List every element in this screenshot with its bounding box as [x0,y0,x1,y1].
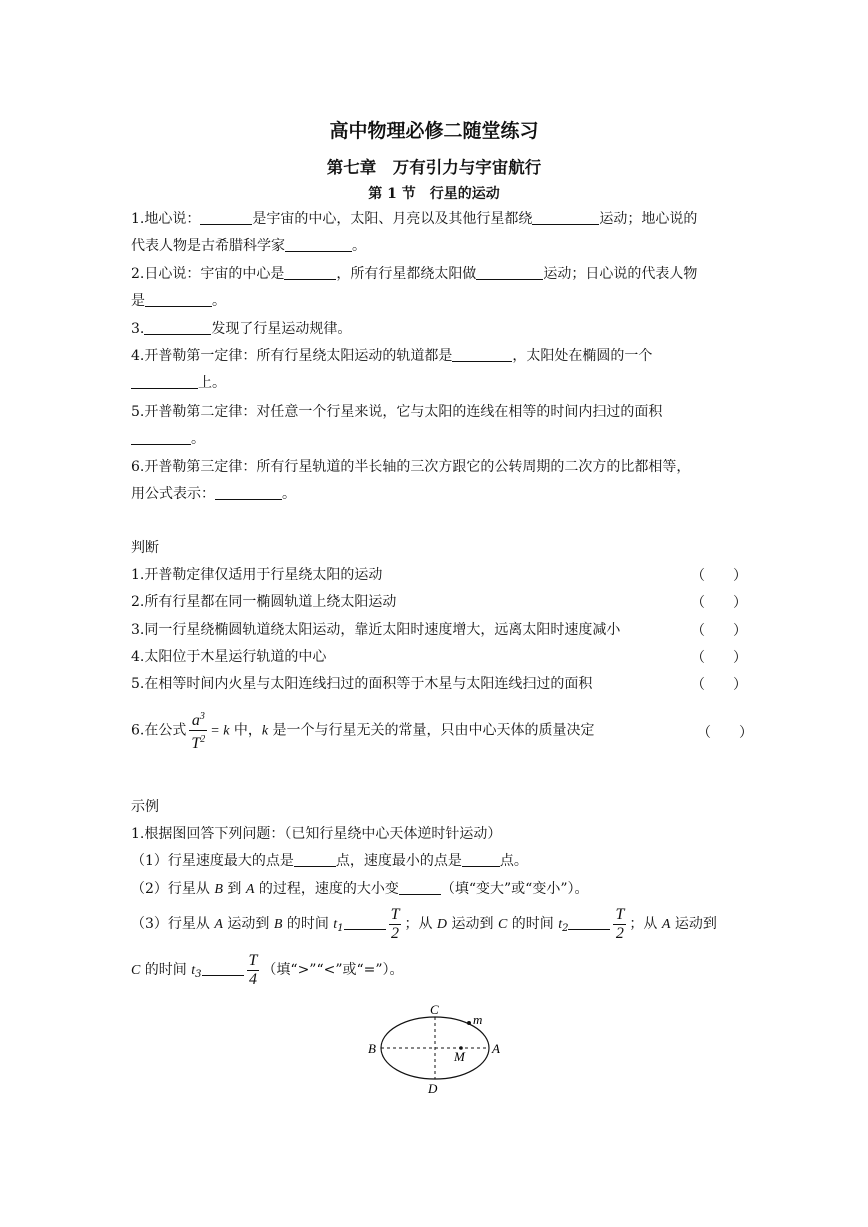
answer-blank [476,265,543,280]
answer-paren: （ ） [691,568,747,584]
example-sub-3-line-2: C 的时间 $t_3$ $\frac{T}{4}$ （填“>”“<”或“=”）。 [131,951,404,988]
page-title: 高中物理必修二随堂练习 [329,120,539,142]
answer-blank [215,485,282,500]
label-m: m [473,1012,483,1027]
answer-blank [344,915,386,930]
answer-blank [568,915,610,930]
fill-question-2-line-2: 是 。 [131,293,226,309]
orbit-diagram [360,1000,510,1100]
fill-question-3: 3. 发现了行星运动规律。 [131,321,352,337]
answer-blank [284,265,336,280]
judge-heading: 判断 [131,540,159,556]
example-sub-1: （1）行星速度最大的点是 点，速度最小的点是 点。 [131,853,528,869]
fill-question-6-line-2: 用公式表示： 。 [131,486,296,502]
fill-question-6-line-1: 6.开普勒第三定律：所有行星轨道的半长轴的三次方跟它的公转周期的二次方的比都相等， [131,459,691,475]
label-M: M [454,1049,465,1064]
fraction-T-over-2: $\frac{T}{2}$ [615,905,625,942]
answer-blank [202,961,244,976]
section-title: 第 1 节 行星的运动 [368,186,500,202]
chapter-title: 第七章 万有引力与宇宙航行 [326,158,542,177]
label-A: A [492,1041,500,1056]
example-heading: 示例 [131,799,159,815]
answer-blank [145,292,212,307]
fill-question-1-line-2: 代表人物是古希腊科学家 。 [131,238,366,254]
fraction-T-over-4: $\frac{T}{4}$ [248,951,258,988]
answer-paren: （ ） [691,595,747,611]
judge-item-6: 6.在公式 $\frac{a^3}{T^2}$ = k 中，k 是一个与行星无关的常量，只由中心天体的质量决定 [131,708,741,752]
label-D: D [428,1081,438,1096]
answer-blank [462,852,500,867]
label-B: B [368,1041,376,1056]
answer-blank [532,210,599,225]
judge-item-4: 4.太阳位于木星运行轨道的中心 [131,649,327,665]
answer-paren: （ ） [697,725,753,741]
answer-paren: （ ） [691,650,747,666]
label-C: C [430,1002,439,1017]
fraction-T-over-2: $\frac{T}{2}$ [390,905,400,942]
answer-blank [285,237,352,252]
answer-paren: （ ） [691,677,747,693]
answer-blank [452,347,512,362]
example-sub-3-line-1: （3）行星从 A 运动到 B 的时间 $t_1$ $\frac{T}{2}$ ；从 D 运动到 C 的时间 $t_2$ $\frac{T}{2}$ ；从 A 运动到 [131,905,717,942]
fill-question-2-line-1: 2.日心说：宇宙的中心是 ，所有行星都绕太阳做 运动；日心说的代表人物 [131,266,698,282]
formula-fraction: $\frac{a^3}{T^2}$ [189,708,207,753]
judge-item-5: 5.在相等时间内火星与太阳连线扫过的面积等于木星与太阳连线扫过的面积 [131,676,593,692]
answer-paren: （ ） [691,623,747,639]
fill-question-1-line-1: 1.地心说： 是宇宙的中心，太阳、月亮以及其他行星都绕 运动；地心说的 [131,211,698,227]
answer-blank [294,852,336,867]
planet-dot [467,1021,471,1025]
answer-blank [200,210,252,225]
answer-blank [131,374,198,389]
judge-item-1: 1.开普勒定律仅适用于行星绕太阳的运动 [131,567,383,583]
judge-item-2: 2.所有行星都在同一椭圆轨道上绕太阳运动 [131,594,397,610]
example-question-1: 1.根据图回答下列问题：（已知行星绕中心天体逆时针运动） [131,826,502,842]
fill-question-4-line-1: 4.开普勒第一定律：所有行星绕太阳运动的轨道都是 ，太阳处在椭圆的一个 [131,348,653,364]
example-sub-2: （2）行星从 B 到 A 的过程，速度的大小变 （填“变大”或“变小”）。 [131,881,589,897]
fill-question-5-line-1: 5.开普勒第二定律：对任意一个行星来说，它与太阳的连线在相等的时间内扫过的面积 [131,404,663,420]
judge-item-3: 3.同一行星绕椭圆轨道绕太阳运动，靠近太阳时速度增大，远离太阳时速度减小 [131,622,621,638]
answer-blank [144,320,211,335]
answer-blank [131,430,191,445]
fill-question-5-line-2: 。 [131,429,741,449]
fill-question-4-line-2: 上。 [131,373,741,393]
answer-blank [399,880,441,895]
